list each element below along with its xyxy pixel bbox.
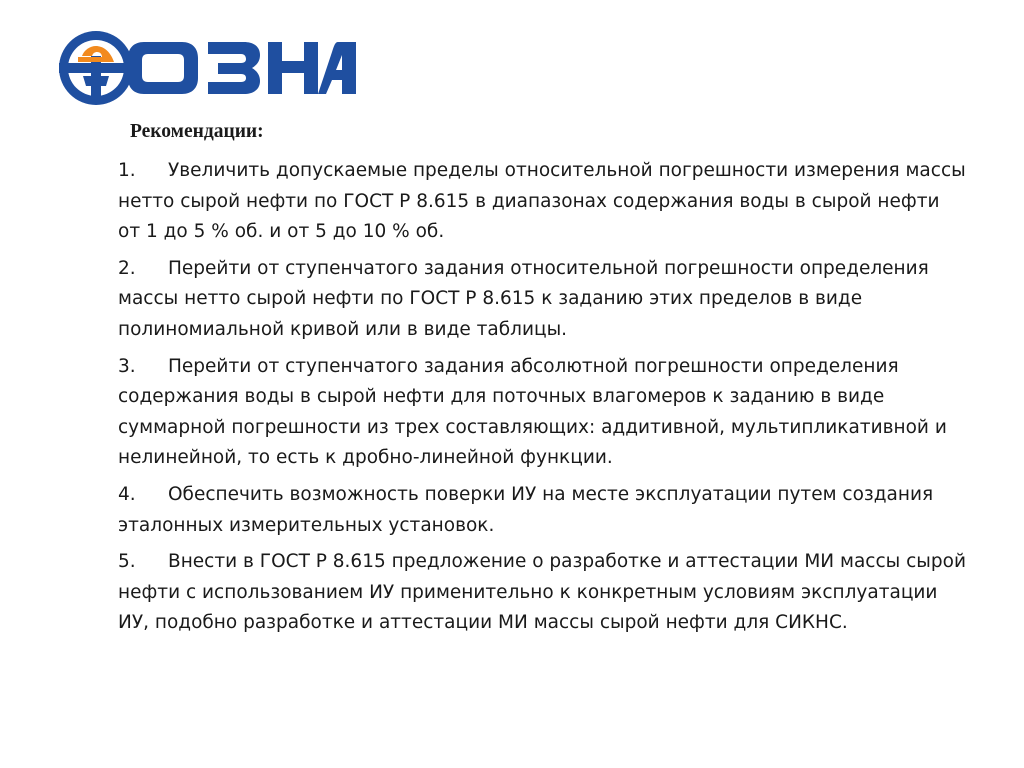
recommendations-list	[118, 156, 966, 645]
ozna-emblem-icon	[59, 31, 133, 105]
item-text: Увеличить допускаемые пределы относительной погрешности измерения массы нетто сырой нефти по ГОСТ Р 8.615 в диапазонах содержания воды в сырой нефти от 1 до 5 % об. и от 5 до 10 % об.	[118, 160, 966, 243]
item-number: 3.	[118, 355, 136, 377]
list-item	[118, 480, 966, 541]
item-number: 5.	[118, 551, 136, 573]
item-text: Внести в ГОСТ Р 8.615 предложение о разработке и аттестации МИ массы сырой нефти с использованием ИУ применительно к конкретным условиям эксплуатации ИУ, подобно разработке и аттестации МИ массы сырой нефти для СИКНС.	[118, 551, 966, 634]
slide-heading: Рекомендации:	[130, 121, 264, 142]
item-text: Перейти от ступенчатого задания относительной погрешности определения массы нетто сырой нефти по ГОСТ Р 8.615 к заданию этих пределов в виде полиномиальной кривой или в виде таблицы.	[118, 257, 929, 340]
list-item	[118, 156, 966, 248]
item-number: 4.	[118, 483, 136, 505]
item-text: Обеспечить возможность поверки ИУ на месте эксплуатации путем создания эталонных измерительных установок.	[118, 483, 934, 536]
list-item	[118, 352, 966, 474]
item-number: 2.	[118, 257, 136, 279]
list-item	[118, 254, 966, 346]
item-text: Перейти от ступенчатого задания абсолютной погрешности определения содержания воды в сырой нефти для поточных влагомеров к заданию в виде суммарной погрешности из трех составляющих: аддитивной, мультипликативной и нелинейной, то есть к дробно-линейной функции.	[118, 355, 947, 469]
item-number: 1.	[118, 160, 136, 181]
list-item	[118, 547, 966, 639]
ozna-logo	[56, 28, 356, 108]
logo-wordmark	[128, 42, 356, 94]
